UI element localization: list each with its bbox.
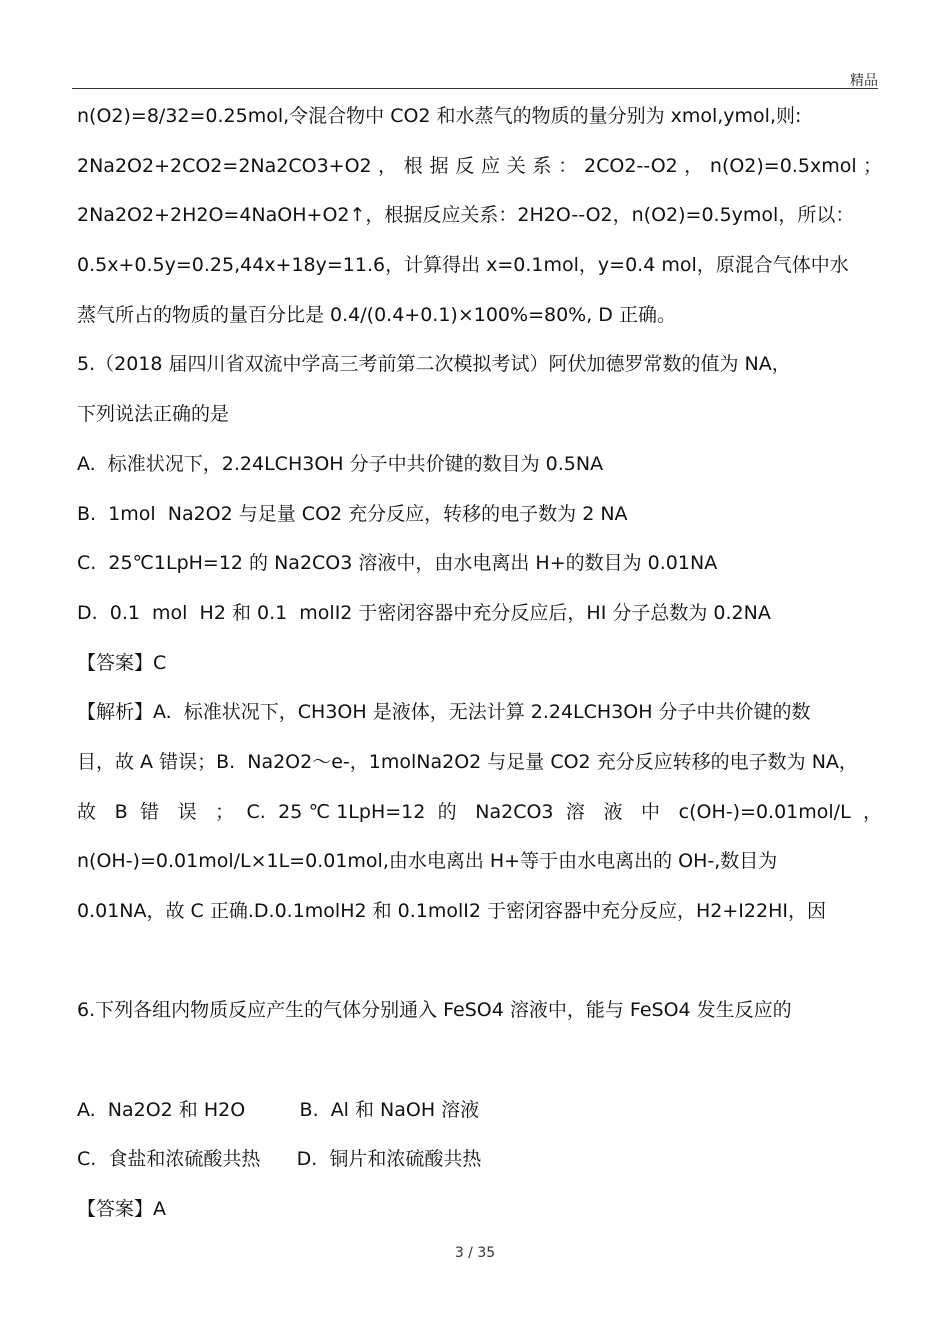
- question-6-stem: 6.下列各组内物质反应产生的气体分别通入 FeSO4 溶液中，能与 FeSO4 发生反应的: [77, 999, 792, 1022]
- explanation-line: n(OH-)=0.01mol/L×1L=0.01mol,由水电离出 H+等于由水电离出的 OH-,数目为: [77, 850, 778, 873]
- answer-label: 【答案】A: [77, 1198, 166, 1221]
- text-line: 2Na2O2+2H2O=4NaOH+O2↑，根据反应关系：2H2O--O2，n(O2)=0.5ymol，所以：: [77, 204, 855, 227]
- explanation-line-wrap: [77, 937, 882, 987]
- text-line: 0.5x+0.5y=0.25,44x+18y=11.6，计算得出 x=0.1mol，y=0.4 mol，原混合气体中水: [77, 254, 849, 277]
- explanation-line: 目，故 A 错误；B. Na2O2～e-，1molNa2O2 与足量 CO2 充分反应转移的电子数为 NA，: [77, 750, 858, 773]
- answer-label: 【答案】C: [77, 651, 167, 674]
- option-row-ab: A. Na2O2 和 H2O B. Al 和 NaOH 溶液: [77, 1098, 480, 1121]
- explanation-line: 【解析】A. 标准状况下，CH3OH 是液体，无法计算 2.24LCH3OH 分子中共价键的数: [77, 701, 811, 724]
- text-line: 2Na2O2+2CO2=2Na2CO3+O2 ， 根 据 反 应 关 系 ： 2CO2--O2 ， n(O2)=0.5xmol ；: [77, 154, 882, 177]
- option-d: D. 0.1 mol H2 和 0.1 molI2 于密闭容器中充分反应后，HI 分子总数为 0.2NA: [77, 601, 771, 624]
- text-line: n(O2)=8/32=0.25mol,令混合物中 CO2 和水蒸气的物质的量分别为 xmol,ymol,则:: [77, 105, 802, 127]
- option-a: A. 标准状况下，2.24LCH3OH 分子中共价键的数目为 0.5NA: [77, 452, 604, 475]
- document-body: [77, 92, 882, 1235]
- question-6-stem-cont-wrap: [77, 1036, 882, 1086]
- question-5-stem-cont: 下列说法正确的是: [77, 403, 230, 426]
- header-rule: [72, 88, 878, 89]
- option-b: B. 1mol Na2O2 与足量 CO2 充分反应，转移的电子数为 2 NA: [77, 502, 628, 525]
- explanation-line: 故 B 错 误 ； C. 25℃1LpH=12 的 Na2CO3 溶 液 中 c(OH-)=0.01mol/L ，: [77, 800, 882, 823]
- option-row-cd: C. 食盐和浓硫酸共热 D. 铜片和浓硫酸共热: [77, 1148, 482, 1171]
- header-label: 精品: [850, 73, 878, 89]
- question-5-stem: 5.（2018 届四川省双流中学高三考前第二次模拟考试）阿伏加德罗常数的值为 NA，: [77, 353, 791, 376]
- page-number: 3 / 35: [454, 1245, 496, 1261]
- explanation-line: 0.01NA，故 C 正确.D.0.1molH2 和 0.1molI2 于密闭容器中充分反应，H2+I22HI，因: [77, 900, 826, 922]
- option-c: C. 25℃1LpH=12 的 Na2CO3 溶液中，由水电离出 H+的数目为 0.01NA: [77, 552, 718, 575]
- text-line: 蒸气所占的物质的量百分比是 0.4/(0.4+0.1)×100%=80%, D 正确。: [77, 303, 676, 326]
